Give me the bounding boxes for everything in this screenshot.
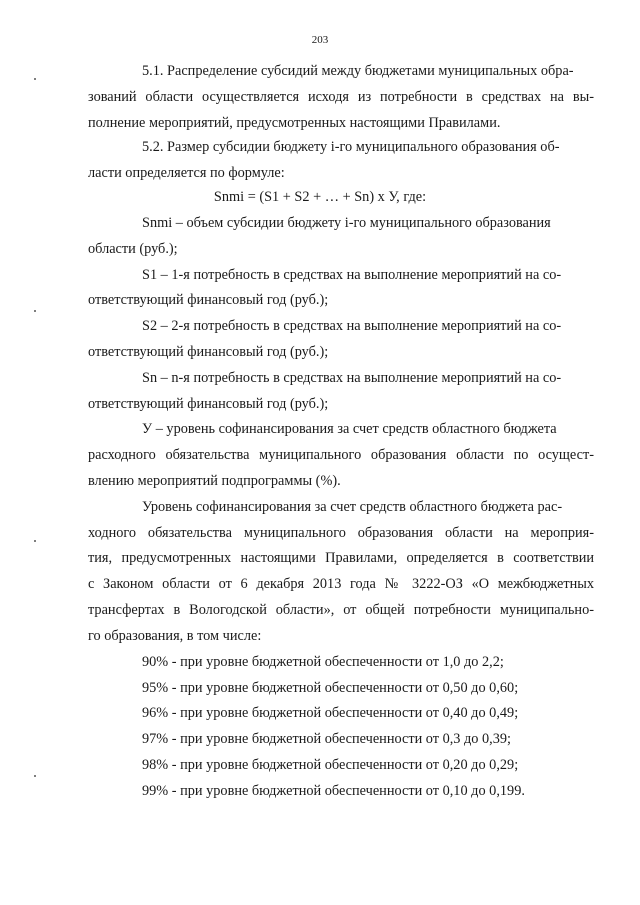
definition-u: расходного обязательства муниципального образования области по осущест- xyxy=(88,447,594,463)
level-list-item: 95% - при уровне бюджетной обеспеченности от 0,50 до 0,60; xyxy=(142,680,519,696)
level-list-item: 99% - при уровне бюджетной обеспеченности от 0,10 до 0,199. xyxy=(142,783,525,799)
scan-mark xyxy=(34,78,36,80)
scan-mark xyxy=(34,310,36,312)
scan-mark xyxy=(34,540,36,542)
definition-s1: ответствующий финансовый год (руб.); xyxy=(88,292,329,308)
level-list-item: 90% - при уровне бюджетной обеспеченности от 1,0 до 2,2; xyxy=(142,654,504,670)
definition-s2: S2 – 2-я потребность в средствах на выполнение мероприятий на со- xyxy=(142,318,562,334)
definition-u: У – уровень софинансирования за счет средств областного бюджета xyxy=(142,421,557,437)
definition-s1: S1 – 1-я потребность в средствах на выполнение мероприятий на со- xyxy=(142,267,562,283)
formula: Snmi = (S1 + S2 + … + Sn) х У, где: xyxy=(213,189,427,205)
cofinancing-paragraph-line: с Законом области от 6 декабря 2013 года № 3222-ОЗ «О межбюджетных xyxy=(88,576,594,592)
definition-s2: ответствующий финансовый год (руб.); xyxy=(88,344,329,360)
definition-u: влению мероприятий подпрограммы (%). xyxy=(88,473,341,489)
cofinancing-paragraph-line: трансфертах в Вологодской области», от общей потребности муниципально- xyxy=(88,602,594,618)
level-list-item: 97% - при уровне бюджетной обеспеченности от 0,3 до 0,39; xyxy=(142,731,512,747)
cofinancing-paragraph-line: ходного обязательства муниципального образования области на мероприя- xyxy=(88,525,594,541)
level-list-item: 96% - при уровне бюджетной обеспеченности от 0,40 до 0,49; xyxy=(142,705,519,721)
cofinancing-paragraph-line: Уровень софинансирования за счет средств областного бюджета рас- xyxy=(142,499,563,515)
paragraph-5-1-line: полнение мероприятий, предусмотренных настоящими Правилами. xyxy=(88,115,501,131)
scan-mark xyxy=(34,775,36,777)
definition-sn: ответствующий финансовый год (руб.); xyxy=(88,396,329,412)
definition-snmi: области (руб.); xyxy=(88,241,178,257)
definition-snmi: Snmi – объем субсидии бюджету i-го муниципального образования xyxy=(142,215,551,231)
level-list-item: 98% - при уровне бюджетной обеспеченности от 0,20 до 0,29; xyxy=(142,757,519,773)
paragraph-5-1-line: зований области осуществляется исходя из потребности в средствах на вы- xyxy=(88,89,594,105)
paragraph-5-1-line: 5.1. Распределение субсидий между бюджетами муниципальных обра- xyxy=(142,63,574,79)
cofinancing-paragraph-line: тия, предусмотренных настоящими Правилами, определяется в соответствии xyxy=(88,550,594,566)
page-number: 203 xyxy=(311,34,329,46)
paragraph-5-2-line: ласти определяется по формуле: xyxy=(88,165,285,181)
definition-sn: Sn – n-я потребность в средствах на выполнение мероприятий на со- xyxy=(142,370,562,386)
paragraph-5-2-line: 5.2. Размер субсидии бюджету i-го муниципального образования об- xyxy=(142,139,560,155)
cofinancing-paragraph-line: го образования, в том числе: xyxy=(88,628,262,644)
